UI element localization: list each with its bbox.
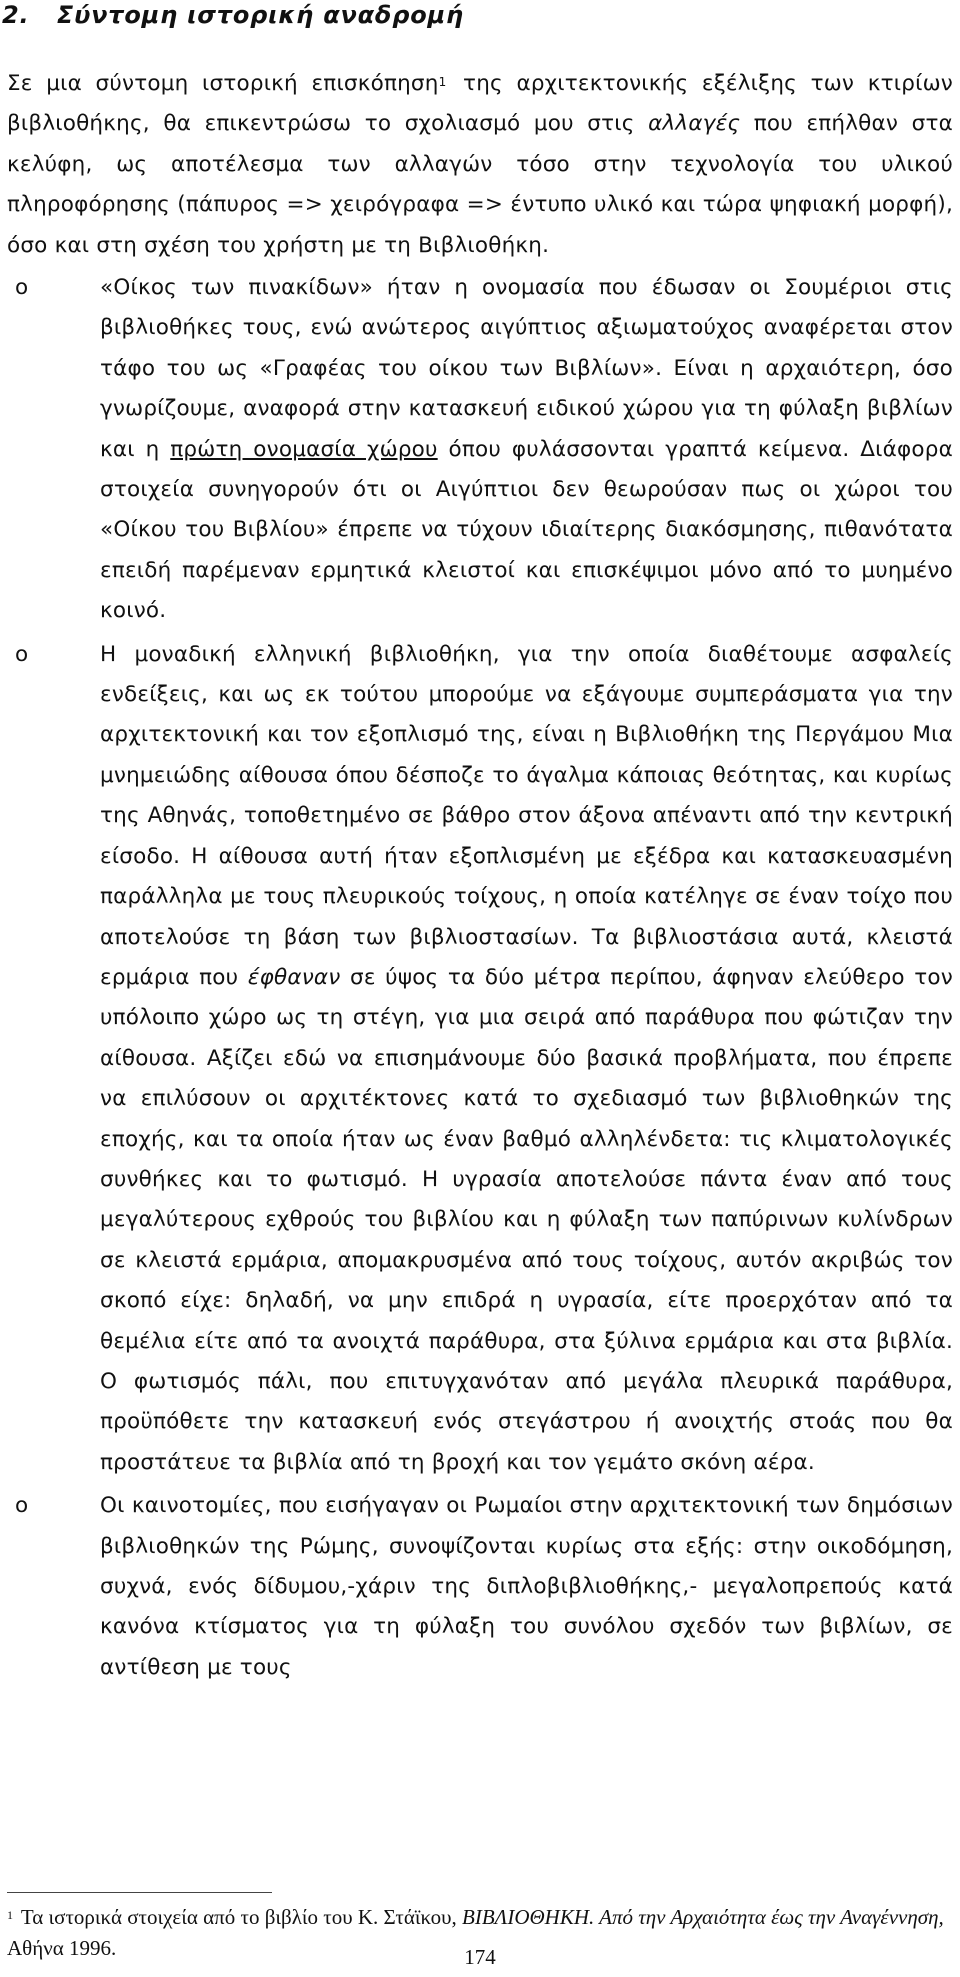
bullet-icon: o	[15, 1493, 29, 1519]
list-item-sumerians	[7, 268, 953, 632]
intro-paragraph	[7, 64, 953, 266]
footnote-divider	[7, 1892, 272, 1893]
intro-emphasis: αλλαγές	[648, 111, 741, 137]
footnote-reference[interactable]: 1	[438, 75, 447, 89]
footnote-number: 1	[7, 1908, 13, 1922]
list-item-text-part: «Οίκος των πινακίδων» ήταν η ονομασία που έδωσαν οι Σουμέριοι στις βιβλιοθήκες τους, ενώ ανώτερος αιγύπτιος αξιωματούχος αναφέρεται στον τάφο του ως «Γραφέας του οίκου των Βιβλίων». Είναι η αρχαιότερη, όσο γνωρίζουμε, αναφορά στην κατασκευή ειδικού χώρου για τη φύλαξη βιβλίων και η	[100, 275, 953, 462]
bullet-icon: o	[15, 641, 29, 667]
list-item-romans	[7, 1486, 953, 1688]
page-number: 174	[464, 1945, 496, 1969]
footnote-book-title-rest: . Από την Αρχαιότητα έως την Αναγέννηση,	[589, 1905, 944, 1929]
list-item-text-part: σε ύψος τα δύο μέτρα περίπου, άφηναν ελεύθερο τον υπόλοιπο χώρο ως τη στέγη, για μια σειρά από παράθυρα που φώτιζαν την αίθουσα. Αξίζει εδώ να επισημάνουμε δύο βασικά προβλήματα, που έπρεπε να επιλύσουν οι αρχιτέκτονες κατά το σχεδιασμό των βιβλιοθηκών της εποχής, και τα οποία ήταν ως έναν βαθμό αλληλένδετα: τις κλιματολογικές συνθήκες και το φωτισμό. Η υγρασία αποτελούσε πάντα έναν από τους μεγαλύτερους εχθρούς του βιβλίου και η φύλαξη των παπύρινων κυλίνδρων σε κλειστά ερμάρια, απομακρυσμένα από τους τοίχους, αυτόν ακριβώς τον σκοπό είχε: δηλαδή, να μην επιδρά η υγρασία, είτε προερχόταν από τα θεμέλια είτε από τα ανοιχτά παράθυρα, στα ξύλινα ερμάρια και στα βιβλία. Ο φωτισμός πάλι, που επιτυγχανόταν από μεγάλα πλευρικά παράθυρα, προϋπόθετε την κατασκευή ενός στεγάστρου ή ανοιχτής στοάς που θα προστάτευε τα βιβλία από τη βροχή και τον γεμάτο σκόνη αέρα.	[100, 964, 953, 1475]
list-item-text	[100, 635, 953, 1484]
intro-text-start: Σε μια σύντομη ιστορική επισκόπηση	[7, 71, 439, 96]
list-item-text-part: όπου φυλάσσονται γραπτά κείμενα. Διάφορα στοιχεία συνηγορούν ότι οι Αιγύπτιοι δεν θεωρούσαν πως οι χώροι του «Οίκου του Βιβλίου» έπρεπε να τύχουν ιδιαίτερης διακόσμησης, πιθανότατα επειδή παρέμεναν ερμητικά κλειστοί και επισκέψιμοι μόνο από το μυημένο κοινό.	[100, 436, 953, 624]
footnote-book-title-caps: ΒΙΒΛΙΟΘΗΚΗ	[462, 1905, 589, 1929]
list-item-text	[100, 268, 953, 632]
list-item-text	[100, 1486, 953, 1688]
list-item-text-part: Οι καινοτομίες, που εισήγαγαν οι Ρωμαίοι στην αρχιτεκτονική των δημόσιων βιβλιοθηκών της Ρώμης, συνοψίζονται κυρίως στα εξής: στην οικοδόμηση, συχνά, ενός δίδυμου,-χάριν της διπλοβιβλιοθήκης,- μεγαλοπρεπούς κατά κανόνα κτίσματος για τη φύλαξη του συνόλου σχεδόν των βιβλίων, σε αντίθεση με τους	[100, 1493, 953, 1680]
intro-text-end: που επήλθαν στα κελύφη, ως αποτέλεσμα των αλλαγών τόσο στην τεχνολογία του υλικού πληροφόρησης (πάπυρος => χειρόγραφα => έντυπο υλικό και τώρα ψηφιακή μορφή), όσο και στη σχέση του χρήστη με τη Βιβλιοθήκη.	[7, 111, 953, 258]
bullet-list	[7, 268, 953, 1691]
list-item-pergamon	[7, 635, 953, 1484]
intro-paragraph-block	[7, 64, 953, 266]
bullet-icon: o	[15, 275, 29, 300]
intro-text-middle: της αρχιτεκτονικής εξέλιξης των κτιρίων βιβλιοθήκης, θα επικεντρώσω το σχολιασμό μου στις	[7, 71, 953, 137]
italic-word: έφθαναν	[247, 964, 341, 990]
footnote-suffix: Αθήνα 1996.	[7, 1936, 117, 1960]
section-heading: 2. Σύντομη ιστορική αναδρομή	[2, 1, 464, 29]
underlined-phrase: πρώτη ονομασία χώρου	[170, 436, 438, 462]
list-item-text-part: Η μοναδική ελληνική βιβλιοθήκη, για την οποία διαθέτουμε ασφαλείς ενδείξεις, και ως εκ τούτου μπορούμε να εξάγουμε συμπεράσματα για την αρχιτεκτονική και τον εξοπλισμό της, είναι η Βιβλιοθήκη της Περγάμου Μια μνημειώδης αίθουσα όπου δέσποζε το άγαλμα κάποιας θεότητας, και κυρίως της Αθηνάς, τοποθετημένο σε βάθρο στον άξονα απέναντι από την κεντρική είσοδο. Η αίθουσα αυτή ήταν εξοπλισμένη με εξέδρα και κατασκευασμένη παράλληλα με τους πλευρικούς τοίχους, η οποία κατέληγε σε έναν τοίχο που αποτελούσε τη βάση των βιβλιοστασίων. Τα βιβλιοστάσια αυτά, κλειστά ερμάρια που	[100, 641, 953, 990]
footnote-prefix: Τα ιστορικά στοιχεία από το βιβλίο του Κ. Στάϊκου,	[16, 1905, 462, 1929]
